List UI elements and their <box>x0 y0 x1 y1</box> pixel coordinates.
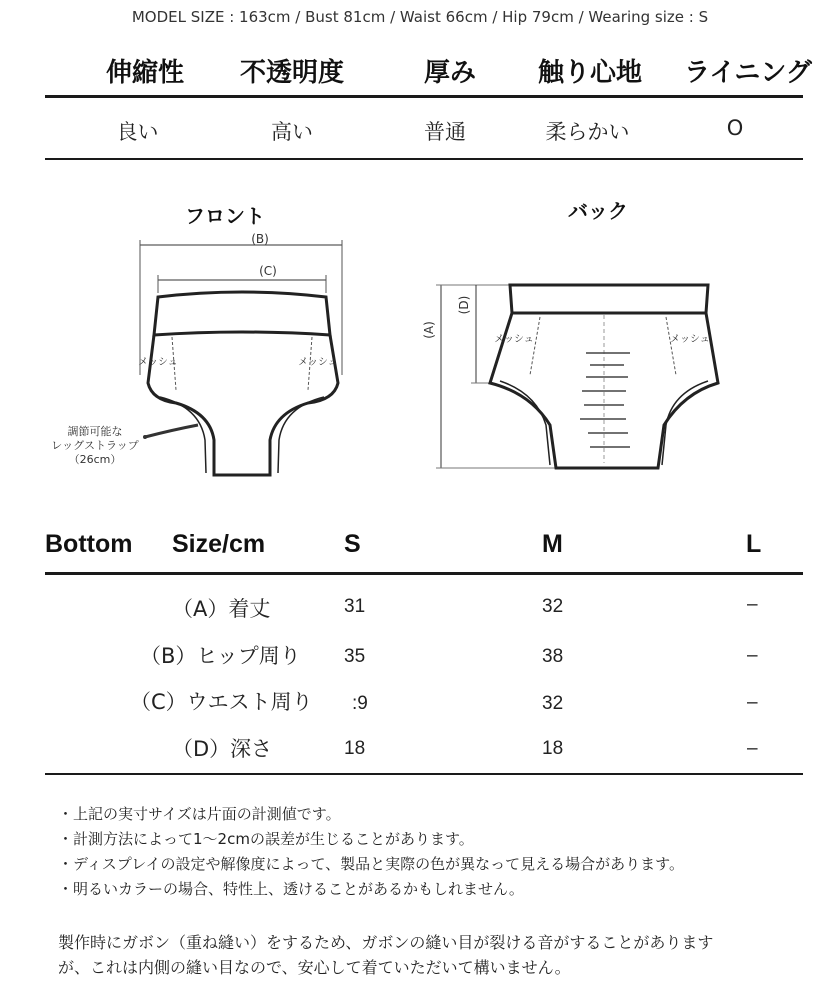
label-b: (B) <box>251 232 269 246</box>
header-touch: 触り心地 <box>537 58 642 88</box>
row-d-label: （D）深さ <box>172 737 273 761</box>
value-thickness: 普通 <box>424 120 466 144</box>
header-opacity: 不透明度 <box>239 58 344 88</box>
row-b-m: 38 <box>542 646 564 667</box>
row-a-label: （A）着丈 <box>172 597 271 621</box>
back-mesh-right: メッシュ <box>670 334 710 345</box>
row-c-m: 32 <box>542 693 564 714</box>
seam-note-line1: 製作時にガボン（重ね縫い）をするため、ガボンの縫い目が裂ける音がすることがあります <box>58 933 714 952</box>
back-mesh-left: メッシュ <box>494 334 534 345</box>
strap-note <box>45 425 145 467</box>
value-lining: O <box>726 116 744 140</box>
header-lining: ライニング <box>684 58 812 88</box>
seam-note-line2: が、これは内側の縫い目なので、安心して着ていただいて構いません。 <box>58 958 571 977</box>
row-c-label: （C）ウエスト周り <box>130 690 313 714</box>
label-a: (A) <box>422 321 436 339</box>
row-a-l: – <box>747 594 758 615</box>
label-d: (D) <box>457 295 471 315</box>
row-c-s: :9 <box>352 693 368 714</box>
size-table-divider <box>45 572 803 575</box>
value-stretch: 良い <box>116 120 159 144</box>
strap-note-line3: （26cm） <box>68 453 122 466</box>
strap-note-line1: 調節可能な <box>67 425 123 438</box>
size-header-l: L <box>746 530 762 558</box>
label-c: (C) <box>259 264 277 278</box>
front-mesh-left: メッシュ <box>138 357 178 368</box>
strap-note-line2: レッグストラップ <box>51 439 139 452</box>
model-size-info: MODEL SIZE : 163cm / Bust 81cm / Waist 66cm / Hip 79cm / Wearing size : S <box>131 8 709 26</box>
row-a-s: 31 <box>344 596 366 617</box>
back-title: バック <box>568 199 628 223</box>
note-4: ・明るいカラーの場合、特性上、透けることがあるかもしれません。 <box>58 880 524 898</box>
note-1: ・上記の実寸サイズは片面の計測値です。 <box>58 805 341 823</box>
front-mesh-right: メッシュ <box>298 357 338 368</box>
value-touch: 柔らかい <box>545 120 630 144</box>
front-title: フロント <box>185 204 265 228</box>
note-3: ・ディスプレイの設定や解像度によって、製品と実際の色が異なって見える場合があります。 <box>58 855 684 873</box>
row-a-m: 32 <box>542 596 564 617</box>
size-header-m: M <box>542 530 563 558</box>
note-2: ・計測方法によって1〜2cmの誤差が生じることがあります。 <box>58 830 474 848</box>
front-garment <box>138 232 342 475</box>
leg-strap <box>145 425 198 437</box>
values-divider <box>45 158 803 160</box>
header-divider <box>45 95 803 98</box>
row-c-l: – <box>747 692 758 713</box>
row-d-l: – <box>747 738 758 759</box>
size-header-s: S <box>344 530 361 558</box>
row-d-m: 18 <box>542 738 564 759</box>
back-garment <box>422 285 718 468</box>
size-table-title-bottom: Bottom <box>45 530 133 558</box>
size-table-bottom-rule <box>45 773 803 775</box>
value-opacity: 高い <box>271 120 313 144</box>
row-b-s: 35 <box>344 646 366 667</box>
header-stretch: 伸縮性 <box>105 58 184 88</box>
size-table-title-unit: Size/cm <box>172 530 266 558</box>
row-b-label: （B）ヒップ周り <box>140 644 301 668</box>
row-d-s: 18 <box>344 738 366 759</box>
header-thickness: 厚み <box>423 58 476 88</box>
row-b-l: – <box>747 645 758 666</box>
